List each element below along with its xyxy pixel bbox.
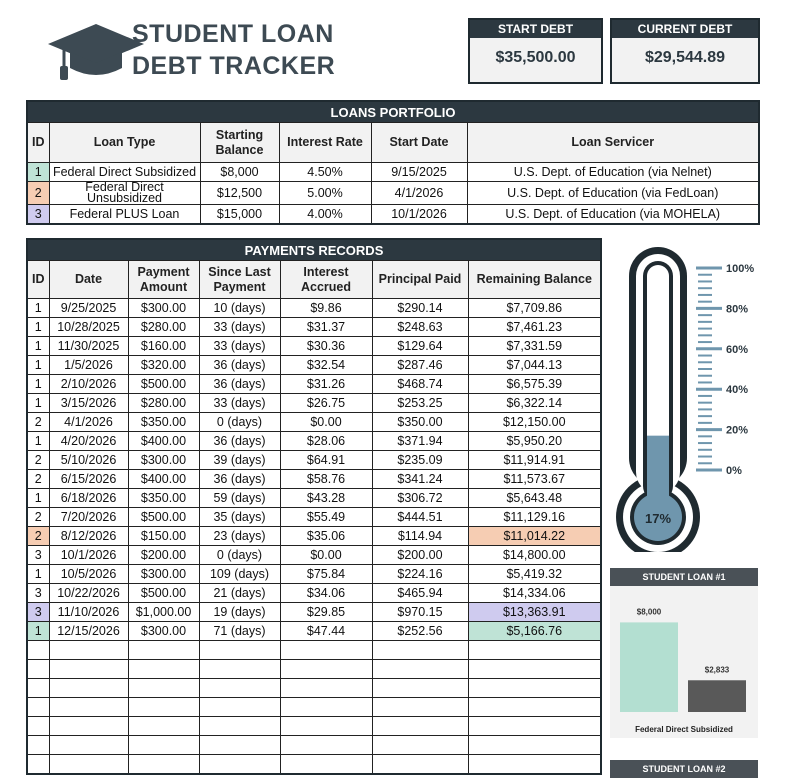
empty-row (27, 755, 601, 775)
empty-cell[interactable] (27, 698, 49, 717)
table-row (27, 527, 601, 546)
empty-cell[interactable] (372, 641, 468, 660)
loan-2-chart-title: STUDENT LOAN #2 (610, 760, 758, 778)
start-debt-box (468, 18, 603, 84)
empty-cell[interactable] (199, 641, 280, 660)
payment-amount[interactable]: $200.00 (128, 546, 199, 565)
col-header: Remaining Balance (468, 261, 601, 299)
empty-cell[interactable] (128, 755, 199, 775)
interest-accrued[interactable]: $31.26 (280, 375, 372, 394)
col-header: Loan Type (49, 123, 200, 163)
payment-amount[interactable]: $320.00 (128, 356, 199, 375)
empty-cell[interactable] (128, 641, 199, 660)
col-header: ID (27, 261, 49, 299)
payment-date[interactable]: 12/15/2026 (49, 622, 128, 641)
empty-cell[interactable] (468, 755, 601, 775)
payment-id[interactable]: 2 (27, 508, 49, 527)
payment-id[interactable]: 2 (27, 470, 49, 489)
empty-row (27, 660, 601, 679)
empty-cell[interactable] (280, 717, 372, 736)
empty-cell[interactable] (372, 736, 468, 755)
interest-accrued[interactable]: $0.00 (280, 546, 372, 565)
bar (688, 680, 746, 712)
table-row (27, 182, 759, 205)
table-row (27, 508, 601, 527)
payment-date[interactable]: 11/10/2026 (49, 603, 128, 622)
empty-cell[interactable] (280, 736, 372, 755)
interest-accrued[interactable]: $43.28 (280, 489, 372, 508)
empty-cell[interactable] (468, 660, 601, 679)
remaining-balance[interactable]: $5,950.20 (468, 432, 601, 451)
loan-id[interactable]: 1 (27, 163, 49, 182)
empty-cell[interactable] (280, 755, 372, 775)
table-row (27, 451, 601, 470)
empty-cell[interactable] (372, 660, 468, 679)
empty-row (27, 641, 601, 660)
loan-id[interactable]: 3 (27, 205, 49, 225)
payment-id[interactable]: 1 (27, 337, 49, 356)
loan-balance[interactable]: $12,500 (200, 182, 279, 205)
principal-paid[interactable]: $371.94 (372, 432, 468, 451)
thermometer-fill (647, 436, 669, 507)
remaining-balance[interactable]: $7,461.23 (468, 318, 601, 337)
payment-date[interactable]: 6/15/2026 (49, 470, 128, 489)
payment-amount[interactable]: $300.00 (128, 451, 199, 470)
days-since-last[interactable]: 36 (days) (199, 375, 280, 394)
thermometer-scale (696, 263, 754, 477)
empty-row (27, 717, 601, 736)
empty-cell[interactable] (199, 698, 280, 717)
col-header: Interest Accrued (280, 261, 372, 299)
payment-id[interactable]: 1 (27, 356, 49, 375)
empty-cell[interactable] (27, 660, 49, 679)
bar (620, 622, 678, 712)
payment-amount[interactable]: $300.00 (128, 622, 199, 641)
days-since-last[interactable]: 10 (days) (199, 299, 280, 318)
days-since-last[interactable]: 35 (days) (199, 508, 280, 527)
empty-cell[interactable] (49, 736, 128, 755)
payment-date[interactable]: 10/5/2026 (49, 565, 128, 584)
loan-type[interactable]: Federal Direct Unsubsidized (49, 182, 200, 205)
empty-cell[interactable] (372, 698, 468, 717)
payment-amount[interactable]: $1,000.00 (128, 603, 199, 622)
payment-amount[interactable]: $150.00 (128, 527, 199, 546)
days-since-last[interactable]: 21 (days) (199, 584, 280, 603)
payment-date[interactable]: 10/22/2026 (49, 584, 128, 603)
table-row (27, 470, 601, 489)
table-row (27, 603, 601, 622)
interest-accrued[interactable]: $32.54 (280, 356, 372, 375)
principal-paid[interactable]: $290.14 (372, 299, 468, 318)
current-debt-value: $29,544.89 (644, 49, 726, 66)
remaining-balance[interactable]: $11,914.91 (468, 451, 601, 470)
payment-id[interactable]: 1 (27, 432, 49, 451)
empty-cell[interactable] (199, 736, 280, 755)
col-header: Date (49, 261, 128, 299)
table-row (27, 205, 759, 225)
scale-label: 20% (726, 424, 749, 437)
remaining-balance[interactable]: $14,800.00 (468, 546, 601, 565)
table-row (27, 299, 601, 318)
loan-rate[interactable]: 5.00% (279, 182, 371, 205)
empty-row (27, 698, 601, 717)
payment-date[interactable]: 1/5/2026 (49, 356, 128, 375)
remaining-balance[interactable]: $12,150.00 (468, 413, 601, 432)
days-since-last[interactable]: 0 (days) (199, 546, 280, 565)
title-line-2: DEBT TRACKER (132, 52, 336, 80)
loan-type[interactable]: Federal Direct Subsidized (49, 163, 200, 182)
chart-x-label: Federal Direct Subsidized (635, 725, 733, 734)
remaining-balance[interactable]: $7,331.59 (468, 337, 601, 356)
col-header: Loan Servicer (467, 123, 759, 163)
empty-cell[interactable] (49, 717, 128, 736)
payment-id[interactable]: 2 (27, 527, 49, 546)
interest-accrued[interactable]: $55.49 (280, 508, 372, 527)
principal-paid[interactable]: $468.74 (372, 375, 468, 394)
loan-balance[interactable]: $15,000 (200, 205, 279, 225)
empty-cell[interactable] (27, 736, 49, 755)
payment-amount[interactable]: $500.00 (128, 508, 199, 527)
loan-servicer[interactable]: U.S. Dept. of Education (via FedLoan) (467, 182, 759, 205)
empty-cell[interactable] (27, 679, 49, 698)
remaining-balance[interactable]: $13,363.91 (468, 603, 601, 622)
table-row (27, 432, 601, 451)
empty-cell[interactable] (468, 736, 601, 755)
days-since-last[interactable]: 23 (days) (199, 527, 280, 546)
payment-date[interactable]: 10/28/2025 (49, 318, 128, 337)
title-line-1: STUDENT LOAN (132, 20, 334, 48)
empty-cell[interactable] (372, 755, 468, 775)
principal-paid[interactable]: $253.25 (372, 394, 468, 413)
table-row (27, 546, 601, 565)
empty-cell[interactable] (468, 641, 601, 660)
principal-paid[interactable]: $248.63 (372, 318, 468, 337)
scale-label: 40% (726, 384, 749, 397)
table-row (27, 394, 601, 413)
loan-1-bar-chart (610, 586, 758, 738)
current-debt-label: CURRENT DEBT (612, 20, 758, 38)
payment-amount[interactable]: $500.00 (128, 375, 199, 394)
interest-accrued[interactable]: $35.06 (280, 527, 372, 546)
payment-id[interactable]: 1 (27, 565, 49, 584)
empty-cell[interactable] (372, 717, 468, 736)
payment-amount[interactable]: $300.00 (128, 299, 199, 318)
loan-1-chart-panel (610, 586, 758, 738)
empty-cell[interactable] (49, 698, 128, 717)
loan-balance[interactable]: $8,000 (200, 163, 279, 182)
empty-cell[interactable] (468, 717, 601, 736)
interest-accrued[interactable]: $31.37 (280, 318, 372, 337)
table-row (27, 622, 601, 641)
payment-amount[interactable]: $350.00 (128, 489, 199, 508)
payment-amount[interactable]: $400.00 (128, 470, 199, 489)
interest-accrued[interactable]: $64.91 (280, 451, 372, 470)
remaining-balance[interactable]: $5,166.76 (468, 622, 601, 641)
table-row (27, 413, 601, 432)
graduation-cap-icon (46, 22, 146, 84)
interest-accrued[interactable]: $26.75 (280, 394, 372, 413)
payment-amount[interactable]: $500.00 (128, 584, 199, 603)
current-debt-box (610, 18, 760, 84)
col-header: Start Date (371, 123, 467, 163)
payment-id[interactable]: 2 (27, 413, 49, 432)
payment-id[interactable]: 2 (27, 451, 49, 470)
interest-accrued[interactable]: $30.36 (280, 337, 372, 356)
table-row (27, 375, 601, 394)
empty-cell[interactable] (280, 698, 372, 717)
chart-title: STUDENT LOAN #1 (610, 568, 758, 586)
days-since-last[interactable]: 36 (days) (199, 432, 280, 451)
principal-paid[interactable]: $350.00 (372, 413, 468, 432)
payment-date[interactable]: 8/12/2026 (49, 527, 128, 546)
loan-rate[interactable]: 4.00% (279, 205, 371, 225)
payment-id[interactable]: 1 (27, 489, 49, 508)
loan-id[interactable]: 2 (27, 182, 49, 205)
payment-date[interactable]: 5/10/2026 (49, 451, 128, 470)
interest-accrued[interactable]: $34.06 (280, 584, 372, 603)
payment-date[interactable]: 11/30/2025 (49, 337, 128, 356)
payment-id[interactable]: 1 (27, 394, 49, 413)
principal-paid[interactable]: $970.15 (372, 603, 468, 622)
principal-paid[interactable]: $465.94 (372, 584, 468, 603)
col-header: Principal Paid (372, 261, 468, 299)
payment-date[interactable]: 4/20/2026 (49, 432, 128, 451)
progress-thermometer (612, 242, 762, 552)
payment-id[interactable]: 3 (27, 603, 49, 622)
empty-cell[interactable] (468, 679, 601, 698)
scale-label: 80% (726, 303, 749, 316)
remaining-balance[interactable]: $14,334.06 (468, 584, 601, 603)
col-header: Payment Amount (128, 261, 199, 299)
payment-date[interactable]: 10/1/2026 (49, 546, 128, 565)
empty-cell[interactable] (128, 736, 199, 755)
remaining-balance[interactable]: $7,709.86 (468, 299, 601, 318)
interest-accrued[interactable]: $47.44 (280, 622, 372, 641)
principal-paid[interactable]: $287.46 (372, 356, 468, 375)
days-since-last[interactable]: 33 (days) (199, 337, 280, 356)
remaining-balance[interactable]: $11,129.16 (468, 508, 601, 527)
days-since-last[interactable]: 109 (days) (199, 565, 280, 584)
table-row (27, 337, 601, 356)
empty-cell[interactable] (280, 641, 372, 660)
loan-type[interactable]: Federal PLUS Loan (49, 205, 200, 225)
bar-value-label: $8,000 (636, 607, 662, 617)
payment-amount[interactable]: $300.00 (128, 565, 199, 584)
table-row (27, 318, 601, 337)
table-row (27, 163, 759, 182)
remaining-balance[interactable]: $6,575.39 (468, 375, 601, 394)
thermometer-percent: 17% (644, 511, 672, 526)
empty-cell[interactable] (128, 660, 199, 679)
remaining-balance[interactable]: $7,044.13 (468, 356, 601, 375)
empty-cell[interactable] (27, 755, 49, 775)
scale-label: 0% (726, 465, 742, 477)
table-row (27, 489, 601, 508)
interest-accrued[interactable]: $28.06 (280, 432, 372, 451)
table-row (27, 356, 601, 375)
empty-cell[interactable] (372, 679, 468, 698)
empty-row (27, 736, 601, 755)
empty-cell[interactable] (468, 698, 601, 717)
days-since-last[interactable]: 59 (days) (199, 489, 280, 508)
empty-cell[interactable] (128, 717, 199, 736)
start-debt-value: $35,500.00 (495, 49, 576, 66)
bar-value-label: $2,833 (704, 665, 730, 675)
payments-records-table (26, 238, 602, 775)
interest-accrued[interactable]: $0.00 (280, 413, 372, 432)
remaining-balance[interactable]: $5,643.48 (468, 489, 601, 508)
payment-id[interactable]: 3 (27, 546, 49, 565)
days-since-last[interactable]: 33 (days) (199, 318, 280, 337)
empty-cell[interactable] (27, 641, 49, 660)
payment-amount[interactable]: $350.00 (128, 413, 199, 432)
portfolio-title: LOANS PORTFOLIO (27, 101, 759, 123)
remaining-balance[interactable]: $5,419.32 (468, 565, 601, 584)
principal-paid[interactable]: $224.16 (372, 565, 468, 584)
empty-cell[interactable] (280, 660, 372, 679)
principal-paid[interactable]: $341.24 (372, 470, 468, 489)
loan-start[interactable]: 9/15/2025 (371, 163, 467, 182)
loans-portfolio-table (26, 100, 760, 225)
payment-date[interactable]: 6/18/2026 (49, 489, 128, 508)
col-header: Starting Balance (200, 123, 279, 163)
table-row (27, 584, 601, 603)
principal-paid[interactable]: $306.72 (372, 489, 468, 508)
scale-label: 60% (726, 343, 749, 356)
col-header: ID (27, 123, 49, 163)
payment-amount[interactable]: $160.00 (128, 337, 199, 356)
remaining-balance[interactable]: $11,014.22 (468, 527, 601, 546)
loan-servicer[interactable]: U.S. Dept. of Education (via MOHELA) (467, 205, 759, 225)
interest-accrued[interactable]: $9.86 (280, 299, 372, 318)
empty-cell[interactable] (49, 660, 128, 679)
principal-paid[interactable]: $129.64 (372, 337, 468, 356)
col-header: Since Last Payment (199, 261, 280, 299)
principal-paid[interactable]: $235.09 (372, 451, 468, 470)
payment-id[interactable]: 1 (27, 299, 49, 318)
remaining-balance[interactable]: $11,573.67 (468, 470, 601, 489)
empty-cell[interactable] (49, 641, 128, 660)
payments-title: PAYMENTS RECORDS (27, 239, 601, 261)
payment-date[interactable]: 9/25/2025 (49, 299, 128, 318)
remaining-balance[interactable]: $6,322.14 (468, 394, 601, 413)
empty-cell[interactable] (49, 679, 128, 698)
payment-amount[interactable]: $280.00 (128, 318, 199, 337)
loan-rate[interactable]: 4.50% (279, 163, 371, 182)
col-header: Interest Rate (279, 123, 371, 163)
loan-servicer[interactable]: U.S. Dept. of Education (via Nelnet) (467, 163, 759, 182)
payment-date[interactable]: 7/20/2026 (49, 508, 128, 527)
empty-cell[interactable] (199, 755, 280, 775)
start-debt-label: START DEBT (470, 20, 601, 38)
empty-cell[interactable] (199, 679, 280, 698)
empty-cell[interactable] (199, 717, 280, 736)
interest-accrued[interactable]: $75.84 (280, 565, 372, 584)
principal-paid[interactable]: $200.00 (372, 546, 468, 565)
empty-cell[interactable] (49, 755, 128, 775)
days-since-last[interactable]: 39 (days) (199, 451, 280, 470)
payment-id[interactable]: 1 (27, 318, 49, 337)
payment-id[interactable]: 3 (27, 584, 49, 603)
payment-date[interactable]: 2/10/2026 (49, 375, 128, 394)
interest-accrued[interactable]: $58.76 (280, 470, 372, 489)
principal-paid[interactable]: $114.94 (372, 527, 468, 546)
empty-cell[interactable] (280, 679, 372, 698)
empty-cell[interactable] (128, 698, 199, 717)
principal-paid[interactable]: $444.51 (372, 508, 468, 527)
interest-accrued[interactable]: $29.85 (280, 603, 372, 622)
empty-cell[interactable] (27, 717, 49, 736)
payment-amount[interactable]: $400.00 (128, 432, 199, 451)
empty-row (27, 679, 601, 698)
scale-label: 100% (726, 263, 755, 275)
days-since-last[interactable]: 33 (days) (199, 394, 280, 413)
loan-start[interactable]: 10/1/2026 (371, 205, 467, 225)
principal-paid[interactable]: $252.56 (372, 622, 468, 641)
loan-start[interactable]: 4/1/2026 (371, 182, 467, 205)
days-since-last[interactable]: 36 (days) (199, 470, 280, 489)
days-since-last[interactable]: 71 (days) (199, 622, 280, 641)
payment-amount[interactable]: $280.00 (128, 394, 199, 413)
payment-date[interactable]: 3/15/2026 (49, 394, 128, 413)
payment-id[interactable]: 1 (27, 622, 49, 641)
table-row (27, 565, 601, 584)
days-since-last[interactable]: 19 (days) (199, 603, 280, 622)
empty-cell[interactable] (128, 679, 199, 698)
empty-cell[interactable] (199, 660, 280, 679)
payment-date[interactable]: 4/1/2026 (49, 413, 128, 432)
payment-id[interactable]: 1 (27, 375, 49, 394)
days-since-last[interactable]: 0 (days) (199, 413, 280, 432)
days-since-last[interactable]: 36 (days) (199, 356, 280, 375)
